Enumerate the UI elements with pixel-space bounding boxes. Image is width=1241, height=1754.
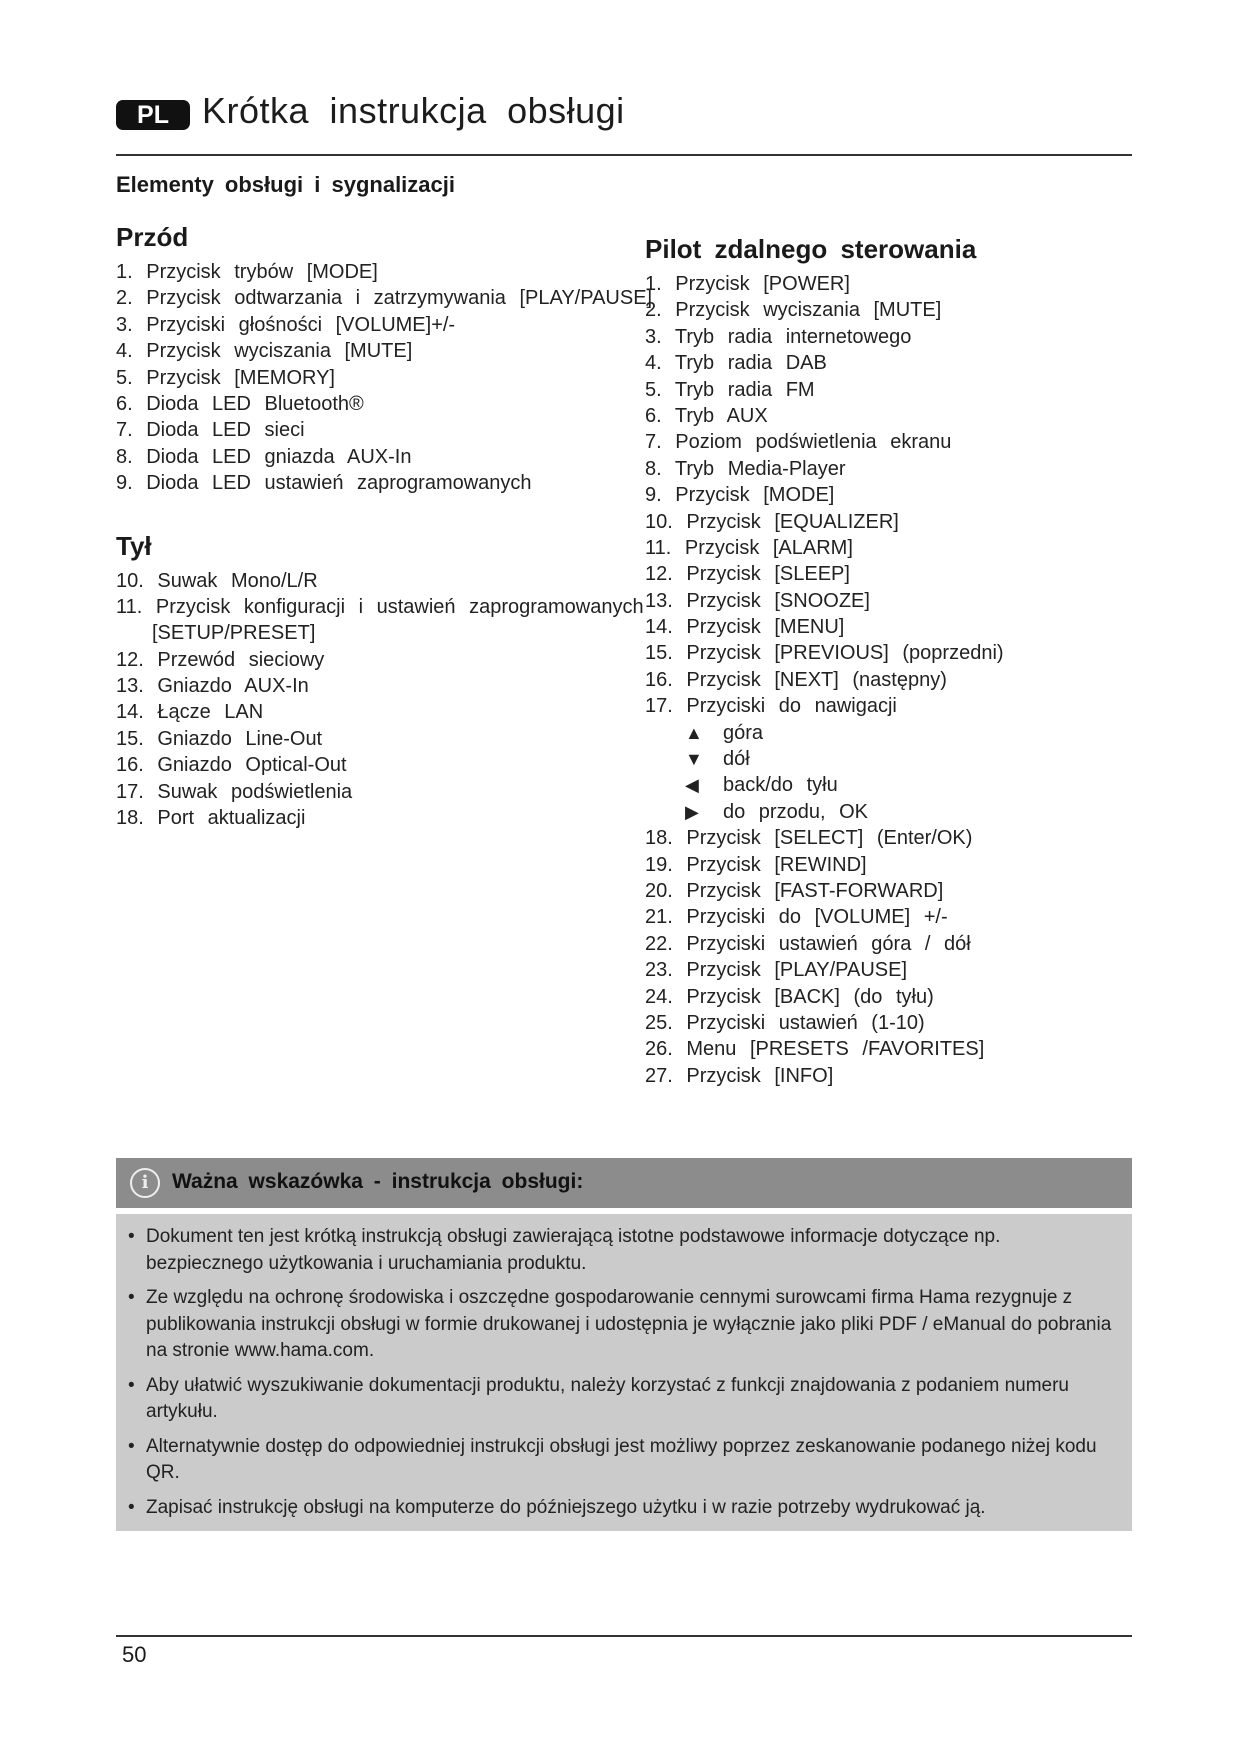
list-item: 3. Przyciski głośności [VOLUME]+/-: [116, 313, 456, 336]
important-note: [116, 1158, 1132, 1531]
list-item: 1. Przycisk trybów [MODE]: [116, 261, 378, 283]
list-item: 14. Przycisk [MENU]: [645, 616, 845, 639]
left-column: [116, 222, 653, 831]
list-item: 6. Tryb AUX: [645, 404, 768, 427]
note-bullet: • Aby ułatwić wyszukiwanie dokumentacji produktu, należy korzystać z funkcji znajdowania z podaniem numeru artykułu.: [128, 1373, 1114, 1426]
list-item: 13. Przycisk [SNOOZE]: [645, 589, 870, 612]
list-item: 8. Dioda LED gniazda AUX-In: [116, 445, 412, 468]
nav-back-item: [645, 772, 1125, 798]
note-body: [116, 1214, 1132, 1531]
note-title: Ważna wskazówka - instrukcja obsługi:: [172, 1170, 584, 1193]
nav-down-item: [645, 746, 1125, 772]
list-item-continuation: [SETUP/PRESET]: [152, 622, 316, 645]
note-bullet: • Ze względu na ochronę środowiska i oszczędne gospodarowanie cennymi surowcami firma Hama rezygnuje z publikowania instrukcji obsługi w formie drukowanej i udostępnia je wyłącznie jako pliki PDF / eManual do pobrania na stronie www.hama.com.: [128, 1285, 1114, 1365]
list-item: 3. Tryb radia internetowego: [645, 325, 912, 348]
nav-label: do przodu, OK: [723, 800, 868, 823]
list-item: 7. Poziom podświetlenia ekranu: [645, 431, 952, 454]
list-item: 19. Przycisk [REWIND]: [645, 853, 867, 876]
note-bullet: • Alternatywnie dostęp do odpowiedniej instrukcji obsługi jest możliwy poprzez zeskanowanie podanego niżej kodu QR.: [128, 1434, 1114, 1487]
footer-divider: [116, 1635, 1132, 1637]
list-item: 18. Przycisk [SELECT] (Enter/OK): [645, 827, 973, 850]
list-item: 2. Przycisk wyciszania [MUTE]: [645, 299, 942, 322]
remote-list: [645, 271, 1125, 1089]
list-item: 9. Przycisk [MODE]: [645, 484, 835, 507]
list-item: 12. Przycisk [SLEEP]: [645, 563, 850, 586]
note-header: [116, 1158, 1132, 1208]
list-item: 15. Gniazdo Line-Out: [116, 727, 323, 750]
list-item: 20. Przycisk [FAST-FORWARD]: [645, 879, 944, 902]
note-list: [128, 1224, 1114, 1521]
nav-forward-item: [645, 799, 1125, 825]
list-item: 4. Tryb radia DAB: [645, 352, 827, 375]
page-number: 50: [122, 1642, 147, 1667]
nav-label: dół: [723, 748, 750, 771]
list-item: 15. Przycisk [PREVIOUS] (poprzedni): [645, 642, 1004, 665]
language-badge: PL: [116, 100, 190, 130]
note-bullet: • Dokument ten jest krótką instrukcją obsługi zawierającą istotne podstawowe informacje dotyczące np. bezpiecznego użytkowania i uruchamiania produktu.: [128, 1224, 1114, 1277]
list-item: 5. Przycisk [MEMORY]: [116, 366, 335, 389]
rear-list: [116, 568, 644, 832]
list-item: 2. Przycisk odtwarzania i zatrzymywania [PLAY/PAUSE]: [116, 287, 653, 310]
front-heading: Przód: [116, 222, 189, 252]
document-title: Krótka instrukcja obsługi: [202, 90, 625, 131]
list-item: 22. Przyciski ustawień góra / dół: [645, 932, 971, 955]
list-item: 11. Przycisk konfiguracji i ustawień zaprogramowanych: [116, 595, 644, 618]
list-item: 10. Suwak Mono/L/R: [116, 569, 318, 592]
list-item: 24. Przycisk [BACK] (do tyłu): [645, 985, 934, 1008]
list-item: 21. Przyciski do [VOLUME] +/-: [645, 906, 948, 929]
list-item: 27. Przycisk [INFO]: [645, 1064, 834, 1087]
list-item: 23. Przycisk [PLAY/PAUSE]: [645, 959, 908, 982]
nav-label: back/do tyłu: [723, 774, 838, 797]
list-item: 26. Menu [PRESETS /FAVORITES]: [645, 1038, 985, 1061]
list-item: 1. Przycisk [POWER]: [645, 273, 850, 295]
list-item: 14. Łącze LAN: [116, 701, 264, 724]
list-item: 8. Tryb Media-Player: [645, 457, 846, 480]
list-item: 4. Przycisk wyciszania [MUTE]: [116, 340, 413, 363]
list-item: 16. Przycisk [NEXT] (następny): [645, 668, 947, 691]
list-item: 9. Dioda LED ustawień zaprogramowanych: [116, 472, 532, 495]
list-item: 11. Przycisk [ALARM]: [645, 536, 853, 559]
remote-heading: Pilot zdalnego sterowania: [645, 234, 977, 264]
list-item: 7. Dioda LED sieci: [116, 419, 305, 442]
arrow-left-icon: ◀: [685, 775, 699, 796]
arrow-up-icon: ▲: [685, 722, 703, 743]
page-header: [116, 90, 1132, 154]
list-item: 5. Tryb radia FM: [645, 378, 815, 401]
list-item: 10. Przycisk [EQUALIZER]: [645, 510, 899, 533]
arrow-down-icon: ▼: [685, 749, 703, 770]
header-divider: [116, 154, 1132, 156]
front-list: [116, 259, 653, 497]
rear-heading: Tył: [116, 530, 152, 561]
arrow-right-icon: ▶: [685, 801, 699, 822]
nav-up-item: [645, 720, 1125, 746]
list-item: 17. Suwak podświetlenia: [116, 780, 353, 803]
list-item: 12. Przewód sieciowy: [116, 648, 325, 671]
nav-label: góra: [723, 721, 764, 744]
list-item: 6. Dioda LED Bluetooth®: [116, 392, 364, 415]
list-item: 25. Przyciski ustawień (1-10): [645, 1011, 925, 1034]
note-bullet: • Zapisać instrukcję obsługi na komputerze do późniejszego użytku i w razie potrzeby wydrukować ją.: [128, 1495, 1114, 1522]
list-item: 16. Gniazdo Optical-Out: [116, 754, 347, 777]
list-item: 13. Gniazdo AUX-In: [116, 675, 309, 698]
info-icon: i: [130, 1168, 160, 1198]
list-item: 18. Port aktualizacji: [116, 807, 306, 830]
section-title: Elementy obsługi i sygnalizacji: [116, 172, 455, 197]
right-column: [645, 234, 1125, 1089]
list-item: 17. Przyciski do nawigacji: [645, 695, 897, 718]
